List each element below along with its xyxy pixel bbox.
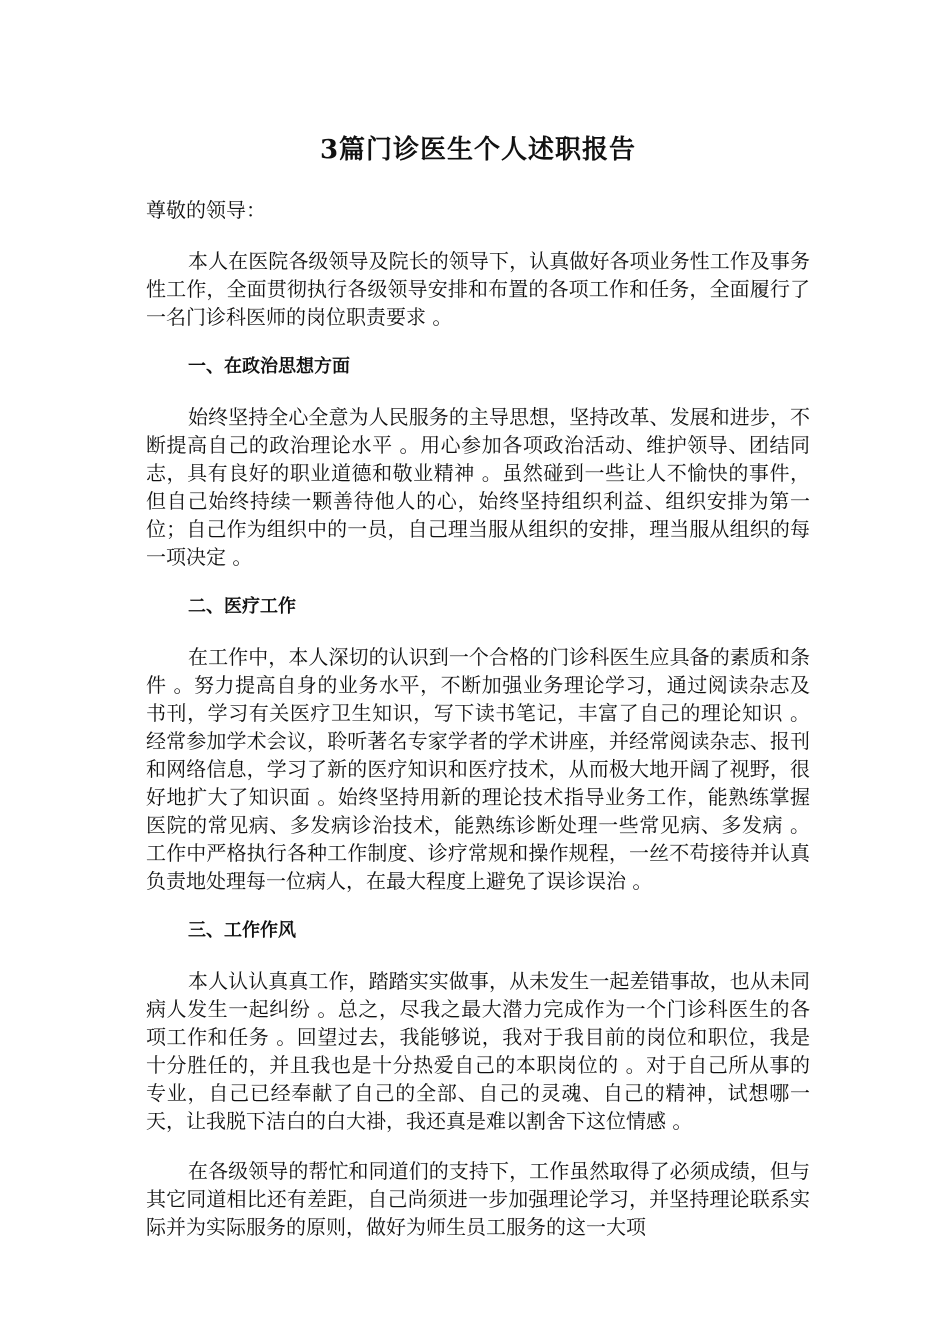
intro-paragraph: 本人在医院各级领导及院长的领导下，认真做好各项业务性工作及事务性工作，全面贯彻执行各级领导安排和布置的各项工作和任务，全面履行了一名门诊科医师的岗位职责要求 。 [146,249,810,329]
section-paragraph-politics: 始终坚持全心全意为人民服务的主导思想，坚持改革、发展和进步，不断提高自己的政治理论水平 。用心参加各项政治活动、维护领导、团结同志，具有良好的职业道德和敬业精神 。虽然碰到一些让人不愉快的事件，但自己始终持续一颗善待他人的心，始终坚持组织利益、组织安排为第一位；自己作为组织中的一员，自己理当服从组织的安排，理当服从组织的每一项决定 。 [146,405,810,569]
salutation: 尊敬的领导： [146,198,266,222]
document-body [146,132,810,1241]
section-paragraph-medical-work: 在工作中，本人深切的认识到一个合格的门诊科医生应具备的素质和条件 。努力提高自身的业务水平，不断加强业务理论学习，通过阅读杂志及书刊，学习有关医疗卫生知识，写下读书笔记，丰富了自己的理论知识 。经常参加学术会议，聆听著名专家学者的学术讲座，并经常阅读杂志、报刊和网络信息，学习了新的医疗知识和医疗技术，从而极大地开阔了视野，很好地扩大了知识面 。始终坚持用新的理论技术指导业务工作，能熟练掌握医院的常见病、多发病诊治技术，能熟练诊断处理一些常见病、多发病 。工作中严格执行各种工作制度、诊疗常规和操作规程，一丝不苟接待并认真负责地处理每一位病人，在最大程度上避免了误诊误治 。 [146,645,810,893]
section-heading-medical-work: 二、医疗工作 [188,596,296,617]
closing-paragraph: 在各级领导的帮忙和同道们的支持下，工作虽然取得了必须成绩，但与其它同道相比还有差距，自己尚须进一步加强理论学习，并坚持理论联系实际并为实际服务的原则，做好为师生员工服务的这一大项 [146,1159,810,1239]
section-heading-politics: 一、在政治思想方面 [188,356,350,377]
section-paragraph-work-style: 本人认认真真工作，踏踏实实做事，从未发生一起差错事故，也从未同病人发生一起纠纷 。总之，尽我之最大潜力完成作为一个门诊科医生的各项工作和任务 。回望过去，我能够说，我对于我目前的岗位和职位，我是十分胜任的，并且我也是十分热爱自己的本职岗位的 。对于自己所从事的专业，自己已经奉献了自己的全部、自己的灵魂、自己的精神，试想哪一天，让我脱下洁白的白大褂，我还真是难以割舍下这位情感 。 [146,969,810,1133]
document-title: 3篇门诊医生个人述职报告 [319,135,637,165]
section-heading-work-style: 三、工作作风 [188,920,296,941]
